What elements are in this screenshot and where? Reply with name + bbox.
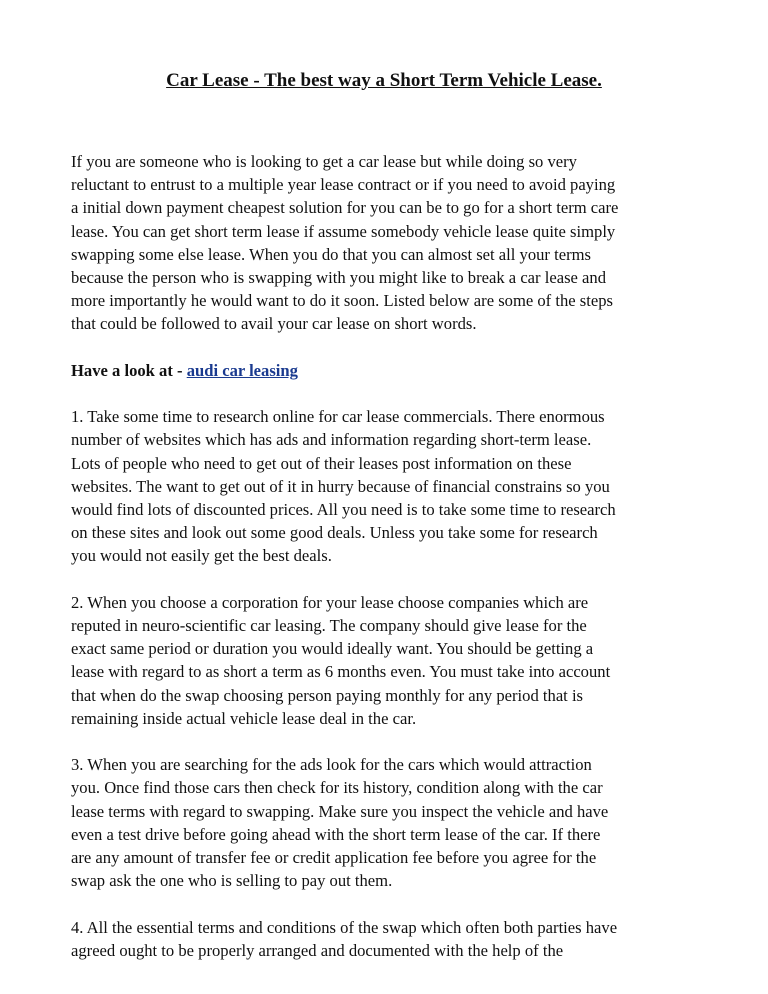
intro-line: reluctant to entrust to a multiple year lease contract or if you need to avoid paying bbox=[71, 175, 616, 195]
step-3-line: lease terms with regard to swapping. Make sure you inspect the vehicle and have bbox=[71, 801, 609, 821]
step-1-line: number of websites which has ads and information regarding short-term lease. bbox=[71, 430, 592, 450]
step-1-line: Lots of people who need to get out of their leases post information on these bbox=[71, 453, 572, 473]
step-3-line: are any amount of transfer fee or credit application fee before you agree for the bbox=[71, 848, 597, 868]
step-1-line: on these sites and look out some good deals. Unless you take some for research bbox=[71, 523, 598, 543]
intro-line: a initial down payment cheapest solution for you can be to go for a short term care bbox=[71, 198, 619, 218]
step-1-paragraph bbox=[71, 405, 699, 567]
intro-line: lease. You can get short term lease if assume somebody vehicle lease quite simply bbox=[71, 221, 616, 241]
step-1-line: would find lots of discounted prices. All you need is to take some time to research bbox=[71, 500, 616, 520]
intro-line: because the person who is swapping with you might like to break a car lease and bbox=[71, 268, 606, 288]
intro-paragraph bbox=[71, 150, 699, 336]
step-3-line: you. Once find those cars then check for its history, condition along with the car bbox=[71, 778, 603, 798]
intro-line: swapping some else lease. When you do that you can almost set all your terms bbox=[71, 244, 591, 264]
step-2-line: that when do the swap choosing person paying monthly for any period that is bbox=[71, 685, 584, 705]
look-at-prefix: Have a look at - bbox=[71, 360, 187, 380]
intro-line: more importantly he would want to do it soon. Listed below are some of the steps bbox=[71, 291, 613, 311]
step-2-line: lease with regard to as short a term as 6 months even. You must take into account bbox=[71, 662, 611, 682]
step-3-paragraph bbox=[71, 753, 699, 892]
document-body bbox=[71, 150, 699, 985]
look-at-line bbox=[71, 359, 699, 382]
step-2-line: 2. When you choose a corporation for your lease choose companies which are bbox=[71, 592, 589, 612]
document-title: Car Lease - The best way a Short Term Vehicle Lease. bbox=[166, 70, 602, 91]
step-2-paragraph bbox=[71, 591, 699, 730]
step-3-line: 3. When you are searching for the ads look for the cars which would attraction bbox=[71, 755, 592, 775]
step-3-line: swap ask the one who is selling to pay out them. bbox=[71, 871, 393, 891]
intro-line: If you are someone who is looking to get a car lease but while doing so very bbox=[71, 152, 577, 171]
step-4-line: 4. All the essential terms and conditions of the swap which often both parties have bbox=[71, 917, 618, 937]
step-2-line: remaining inside actual vehicle lease deal in the car. bbox=[71, 708, 417, 728]
step-2-line: reputed in neuro-scientific car leasing. The company should give lease for the bbox=[71, 616, 587, 636]
intro-line: that could be followed to avail your car lease on short words. bbox=[71, 314, 477, 334]
step-4-line: agreed ought to be properly arranged and documented with the help of the bbox=[71, 940, 564, 960]
step-1-line: websites. The want to get out of it in hurry because of financial constrains so you bbox=[71, 476, 610, 496]
step-4-paragraph bbox=[71, 916, 699, 962]
step-2-line: exact same period or duration you would ideally want. You should be getting a bbox=[71, 639, 594, 659]
audi-car-leasing-link[interactable]: audi car leasing bbox=[186, 360, 298, 380]
step-1-line: 1. Take some time to research online for car lease commercials. There enormous bbox=[71, 407, 605, 427]
step-1-line: you would not easily get the best deals. bbox=[71, 546, 332, 566]
step-3-line: even a test drive before going ahead with the short term lease of the car. If there bbox=[71, 824, 601, 844]
